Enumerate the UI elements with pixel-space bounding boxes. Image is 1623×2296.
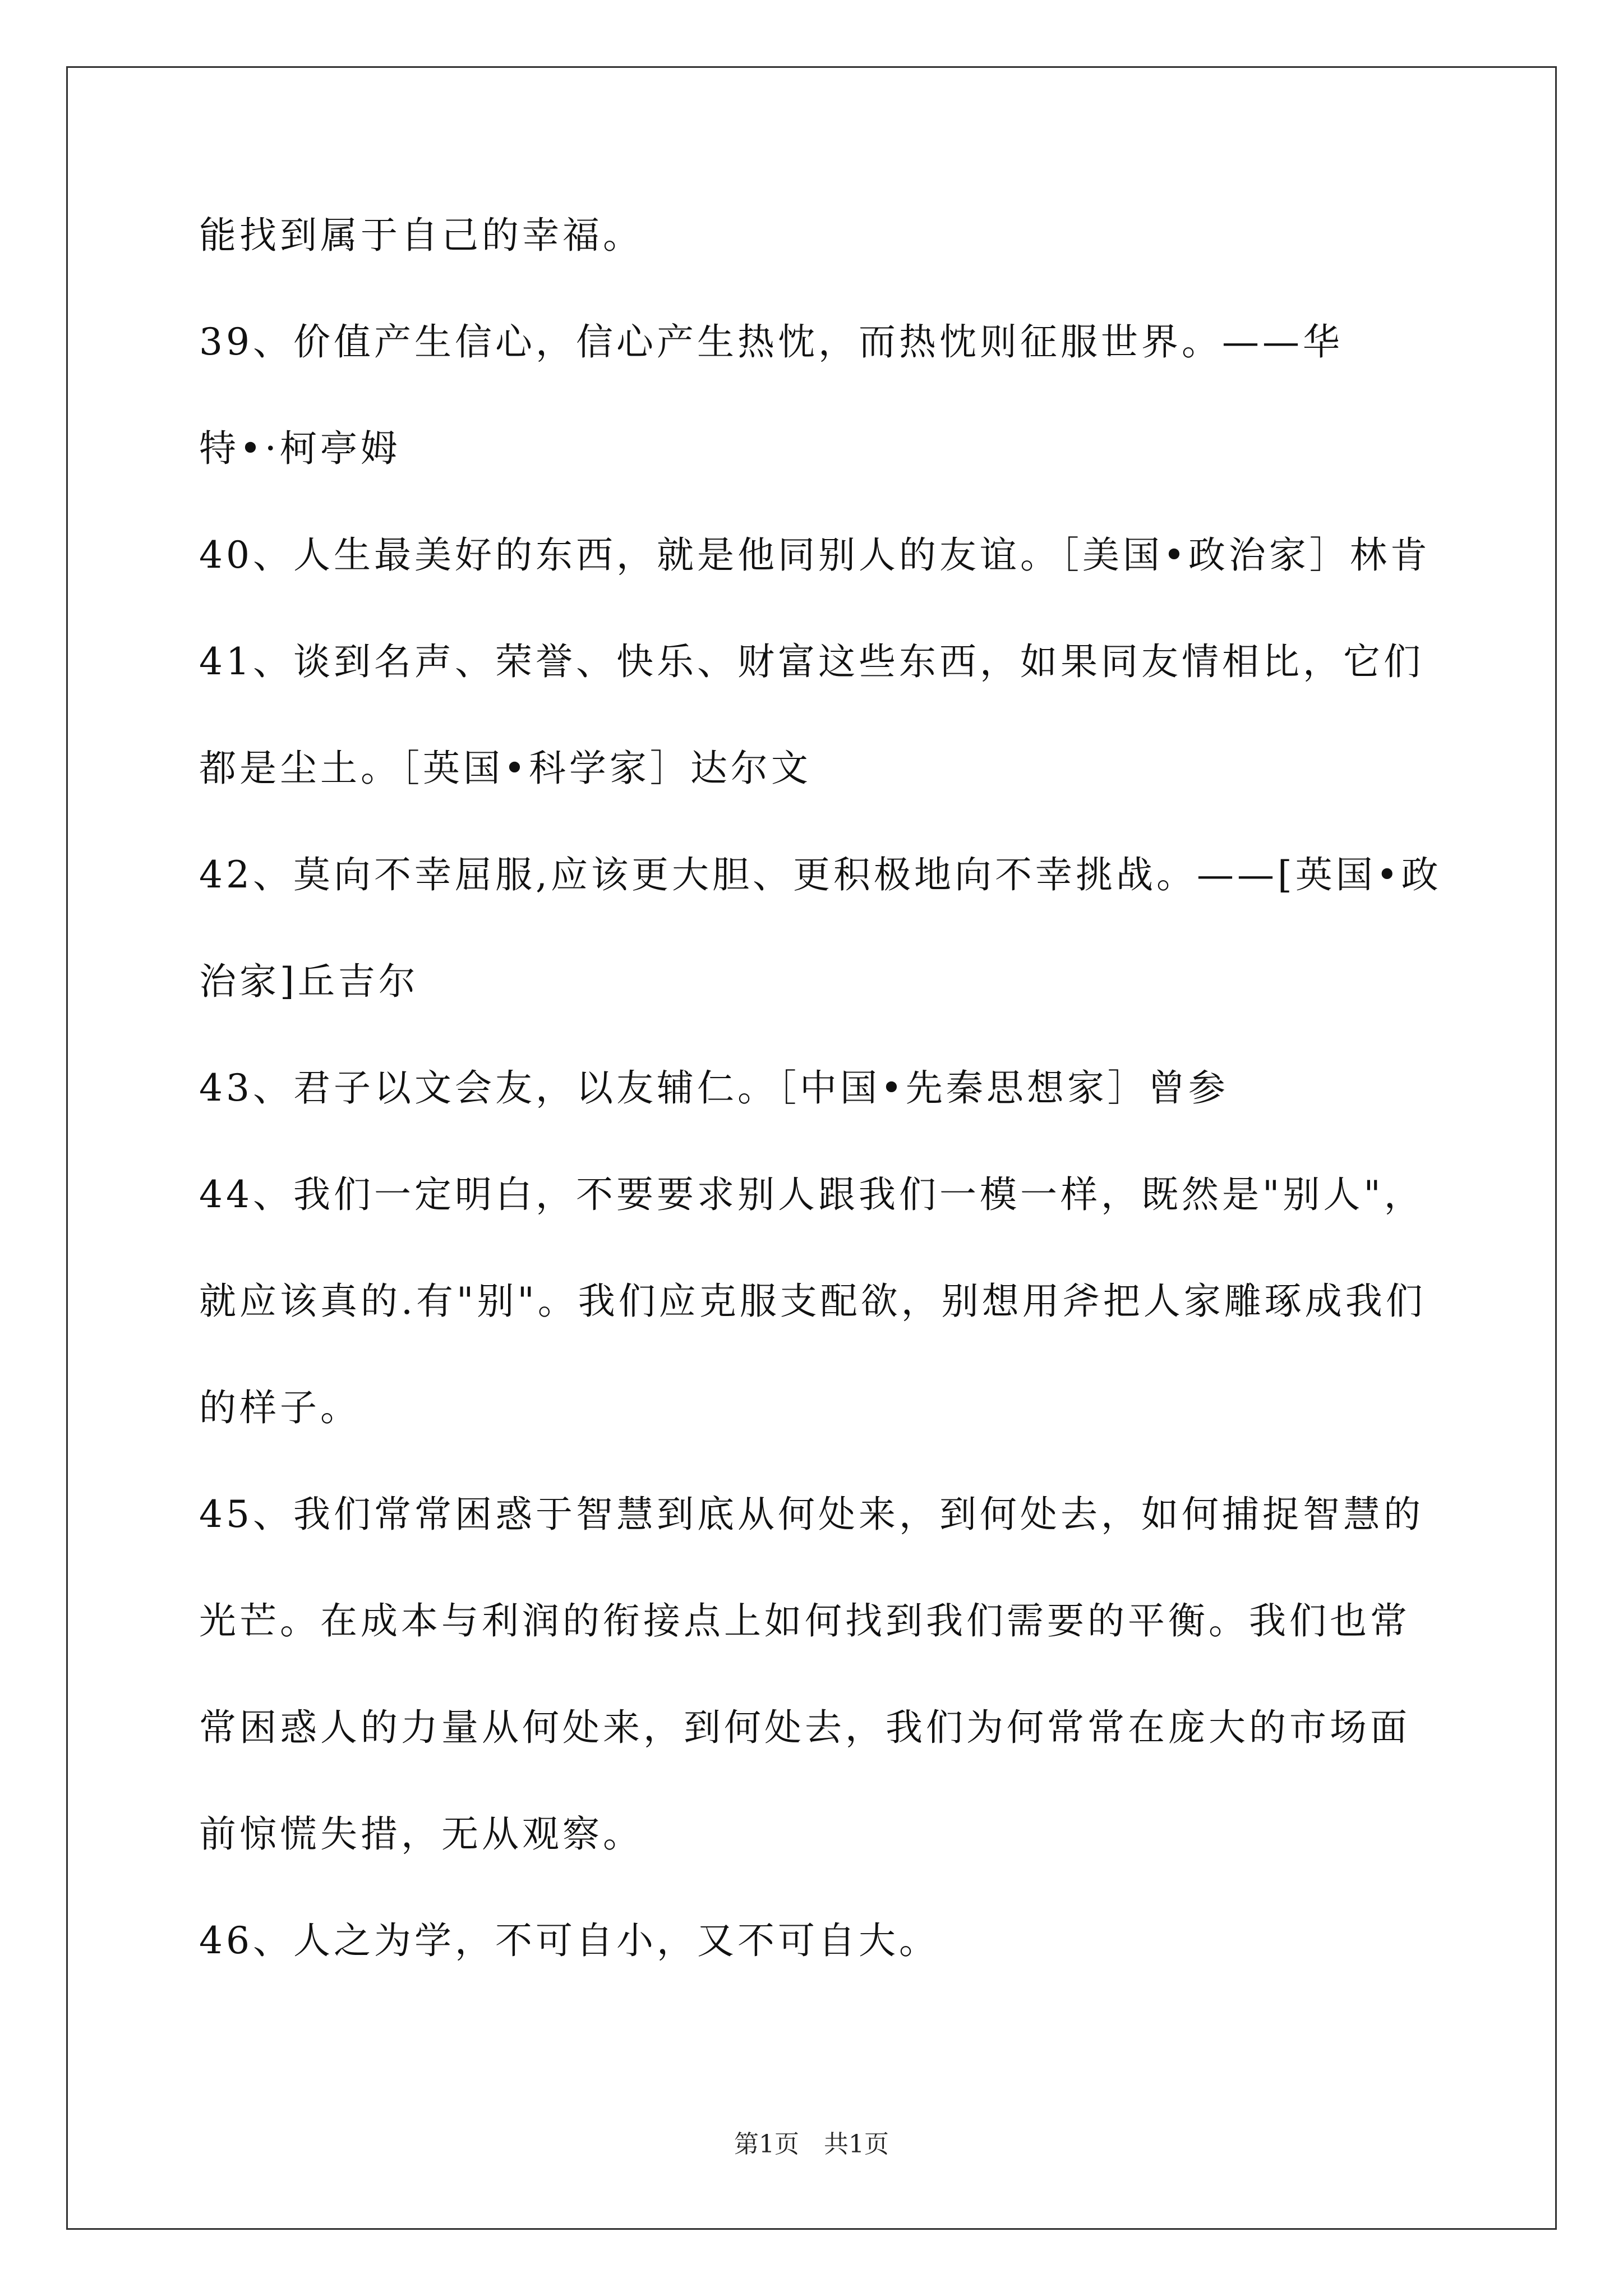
page-border <box>66 66 1557 2230</box>
text-line: 42、莫向不幸屈服,应该更大胆、更积极地向不幸挑战。——[英国•政 <box>199 853 1442 896</box>
text-line: 光芒。在成本与利润的衔接点上如何找到我们需要的平衡。我们也常 <box>199 1599 1410 1642</box>
text-line: 前惊慌失措，无从观察。 <box>199 1812 643 1856</box>
text-line: 都是尘土。［英国•科学家］达尔文 <box>199 747 811 790</box>
text-line: 43、君子以文会友，以友辅仁。［中国•先秦思想家］曾参 <box>199 1066 1229 1110</box>
text-line: 能找到属于自己的幸福。 <box>199 214 643 257</box>
text-line: 39、价值产生信心，信心产生热忱，而热忱则征服世界。——华 <box>199 320 1343 364</box>
text-line: 40、人生最美好的东西，就是他同别人的友谊。［美国•政治家］林肯 <box>199 533 1431 577</box>
text-line: 45、我们常常困惑于智慧到底从何处来，到何处去，如何捕捉智慧的 <box>199 1493 1424 1536</box>
text-line: 常困惑人的力量从何处来，到何处去，我们为何常常在庞大的市场面 <box>199 1706 1410 1749</box>
text-line: 特•·柯亭姆 <box>199 427 401 470</box>
text-line: 44、我们一定明白，不要要求别人跟我们一模一样，既然是"别人"， <box>199 1173 1424 1216</box>
text-line: 46、人之为学，不可自小，又不可自大。 <box>199 1919 939 1962</box>
text-line: 41、谈到名声、荣誉、快乐、财富这些东西，如果同友情相比，它们 <box>199 640 1424 683</box>
text-line: 的样子。 <box>199 1386 361 1429</box>
text-line: 就应该真的.有"别"。我们应克服支配欲，别想用斧把人家雕琢成我们 <box>199 1280 1426 1323</box>
text-line: 治家]丘吉尔 <box>199 960 419 1003</box>
page-footer: 第1页 共1页 <box>734 2130 889 2159</box>
